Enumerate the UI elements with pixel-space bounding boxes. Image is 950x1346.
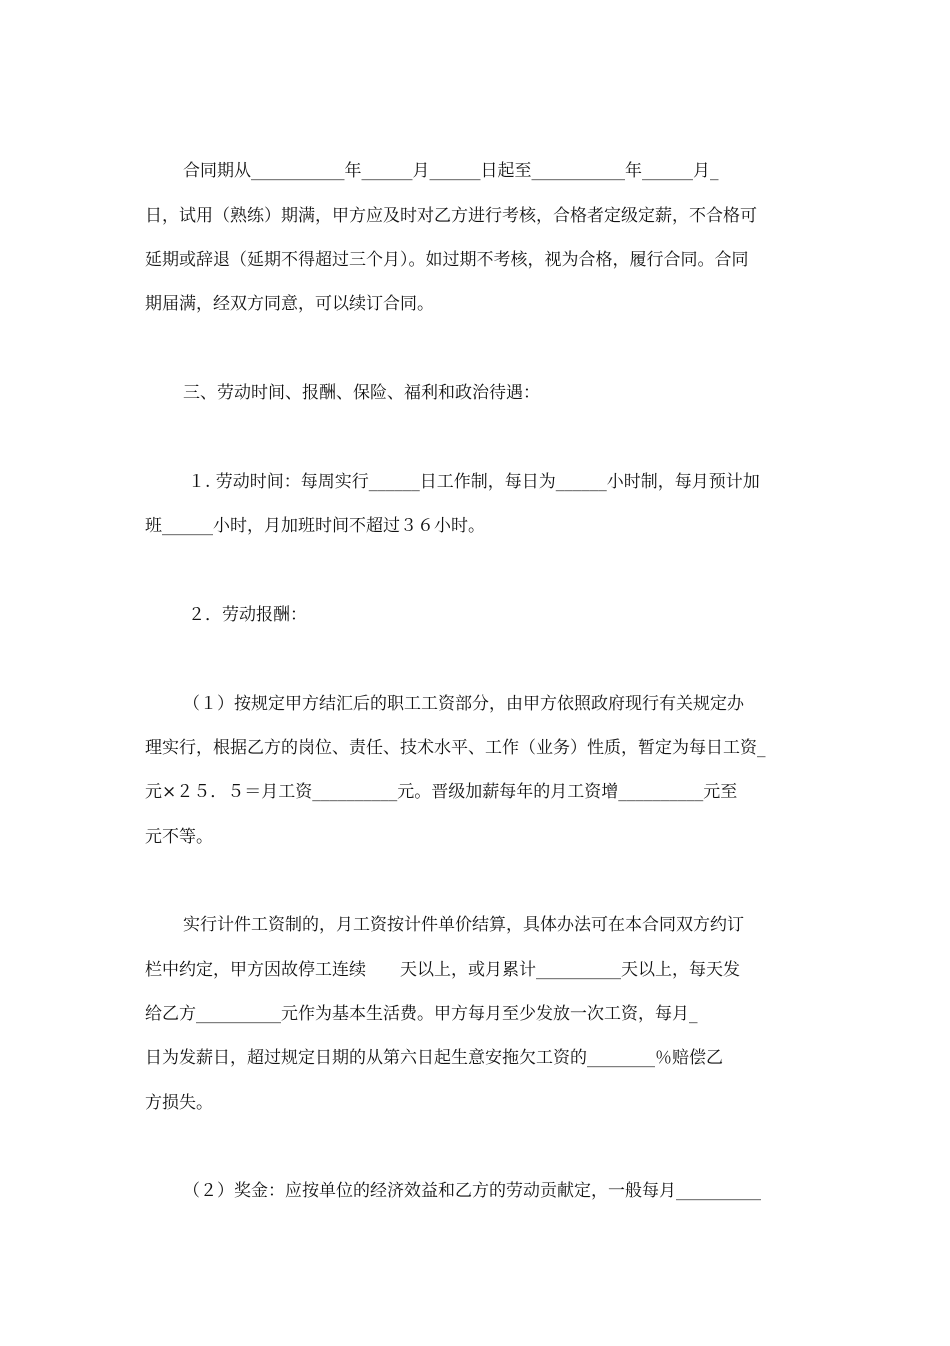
bonus-clause-line-1: （２）奖金：应按单位的经济效益和乙方的劳动贡献定，一般每月__________ (183, 1181, 761, 1201)
contract-period-line-2: 日，试用（熟练）期满，甲方应及时对乙方进行考核，合格者定级定薪，不合格可 (145, 206, 757, 226)
remuneration-clause-1-line-3: 元×２５．５＝月工资__________元。晋级加薪每年的月工资增__________元至 (145, 782, 738, 802)
remuneration-clause-1-line-2: 理实行，根据乙方的岗位、责任、技术水平、工作（业务）性质，暂定为每日工资_ (145, 738, 766, 758)
section-three-heading: 三、劳动时间、报酬、保险、福利和政治待遇： (183, 383, 540, 403)
working-time-line-2: 班______小时，月加班时间不超过３６小时。 (145, 516, 485, 536)
piece-rate-line-4: 日为发薪日，超过规定日期的从第六日起生意安拖欠工资的________％赔偿乙 (145, 1048, 723, 1068)
piece-rate-line-2: 栏中约定，甲方因故停工连续 天以上，或月累计__________天以上，每天发 (145, 960, 740, 980)
remuneration-clause-1-line-1: （１）按规定甲方结汇后的职工工资部分，由甲方依照政府现行有关规定办 (183, 694, 744, 714)
working-time-line-1: １. 劳动时间：每周实行______日工作制，每日为______小时制，每月预计加 (188, 472, 760, 492)
piece-rate-line-1: 实行计件工资制的，月工资按计件单价结算，具体办法可在本合同双方约订 (183, 915, 744, 935)
piece-rate-line-5: 方损失。 (145, 1093, 213, 1113)
contract-period-line-1: 合同期从___________年______月______日起至___________年______月_ (183, 161, 719, 181)
remuneration-clause-1-line-4: 元不等。 (145, 827, 213, 847)
contract-period-line-4: 期届满，经双方同意，可以续订合同。 (145, 294, 434, 314)
labor-remuneration-heading: ２．劳动报酬： (188, 605, 307, 625)
contract-period-line-3: 延期或辞退（延期不得超过三个月）。如过期不考核，视为合格，履行合同。合同 (145, 250, 749, 270)
piece-rate-line-3: 给乙方__________元作为基本生活费。甲方每月至少发放一次工资，每月_ (145, 1004, 698, 1024)
